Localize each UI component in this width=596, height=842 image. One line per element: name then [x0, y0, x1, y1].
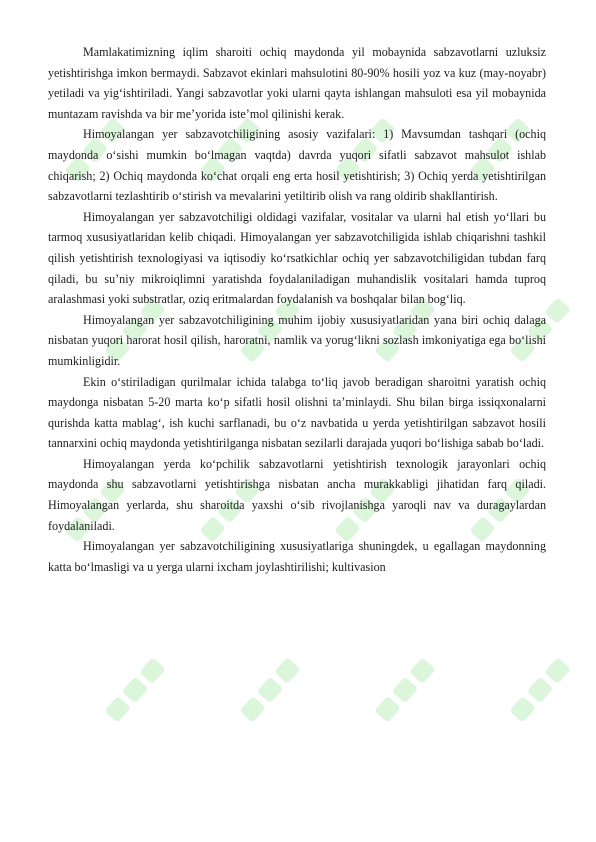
watermark-stroke: [527, 677, 554, 704]
watermark-stroke: [509, 696, 536, 723]
paragraph-6: Himoyalangan yerda ko‘pchilik sabzavotlarni yetishtirish texnologik jarayonlari ochiq maydonda shu sabzavotlarni yetishtirishga nisbatan ancha murakkabligi jihatidan farq qiladi. Himoyalangan yerlarda, shu sharoitda yaxshi o‘sib rivojlanishga yaroqli nav va duragaylardan foydalaniladi.: [48, 456, 546, 533]
paragraph-3: Himoyalangan yer sabzavotchiligi oldidagi vazifalar, vositalar va ularni hal etish yo‘llari bu tarmoq xususiyatlaridan kelib chiqadi. Himoyalangan yer sabzavotchiligida ishlab chiqarishni tashkil qilish yetishtirish texnologiyasi va iqtisodiy ko‘rsatkichlar ochiq yer sabzavotchiligidan tubdan farq qiladi, bu su’niy mikroiqlimni yaratishda foydalaniladigan muhandislik vositalari hamda tuproq aralashmasi yoki substratlar, oziq eritmalardan foydalanish va boshqalar bilan bog‘liq.: [48, 209, 546, 307]
watermark-stroke: [104, 696, 131, 723]
paragraph-1: Mamlakatimizning iqlim sharoiti ochiq maydonda yil mobaynida sabzavotlarni uzluksiz yetishtirishga imkon bermaydi. Sabzavot ekinlari mahsulotini 80-90% hosili yoz va kuz (may-noyabr) yetiladi va yig‘ishtiriladi. Yangi sabzavotlar yoki ularni qayta ishlangan mahsuloti esa yil mobaynida muntazam ravishda va bir me’yorida iste’mol qilinishi kerak.: [48, 45, 546, 121]
watermark-mark: [374, 657, 436, 723]
watermark-mark: [239, 657, 301, 723]
watermark-mark: [509, 657, 571, 723]
paragraph-7: Himoyalangan yer sabzavotchiligining xususiyatlariga shuningdek, u egallagan maydonning katta bo‘lmasligi va u yerga ularni ixcham joylashtirilishi; kultivasion: [48, 539, 546, 574]
watermark-stroke: [139, 657, 166, 684]
document-body: [48, 42, 546, 577]
watermark-stroke: [544, 297, 571, 324]
watermark-stroke: [274, 657, 301, 684]
watermark-mark: [104, 657, 166, 723]
watermark-stroke: [544, 657, 571, 684]
watermark-stroke: [409, 657, 436, 684]
paragraph-4: Himoyalangan yer sabzavotchiligining muhim ijobiy xususiyatlaridan yana biri ochiq dalaga nisbatan yuqori harorat hosil qilish, haroratni, namlik va yorug‘likni sozlash imkoniyatiga ega bo‘lishi mumkinligidir.: [48, 312, 546, 368]
watermark-stroke: [122, 677, 149, 704]
paragraph-5: Ekin o‘stiriladigan qurilmalar ichida talabga to‘liq javob beradigan sharoitni yaratish ochiq maydonga nisbatan 5-20 marta ko‘p sifatli hosil olishni ta’minlaydi. Shu bilan birga issiqxonalarni qurishda katta mablag‘, ish kuchi sarflanadi, bu o‘z navbatida u yerda yetishtirilgan sabzavot hosili tannarxini ochiq maydonda yetishtirilganga nisbatan sezilarli darajada yuqori bo‘lishiga sabab bo‘ladi.: [48, 374, 546, 451]
watermark-stroke: [257, 677, 284, 704]
watermark-stroke: [374, 696, 401, 723]
watermark-stroke: [392, 677, 419, 704]
watermark-stroke: [239, 696, 266, 723]
paragraph-2: Himoyalangan yer sabzavotchiligining asosiy vazifalari: 1) Mavsumdan tashqari (ochiq maydonda o‘sishi mumkin bo‘lmagan vaqtda) davrda yuqori sifatli sabzavot mahsulot ishlab chiqarish; 2) Ochiq maydonda ko‘chat orqali eng erta hosil yetishtirish; 3) Ochiq yerda yetishtirilgan sabzavotlarni tezlashtirib o‘stirish va mevalarini yetiltirib olish va rang oldirib shakllantirish.: [48, 127, 546, 204]
